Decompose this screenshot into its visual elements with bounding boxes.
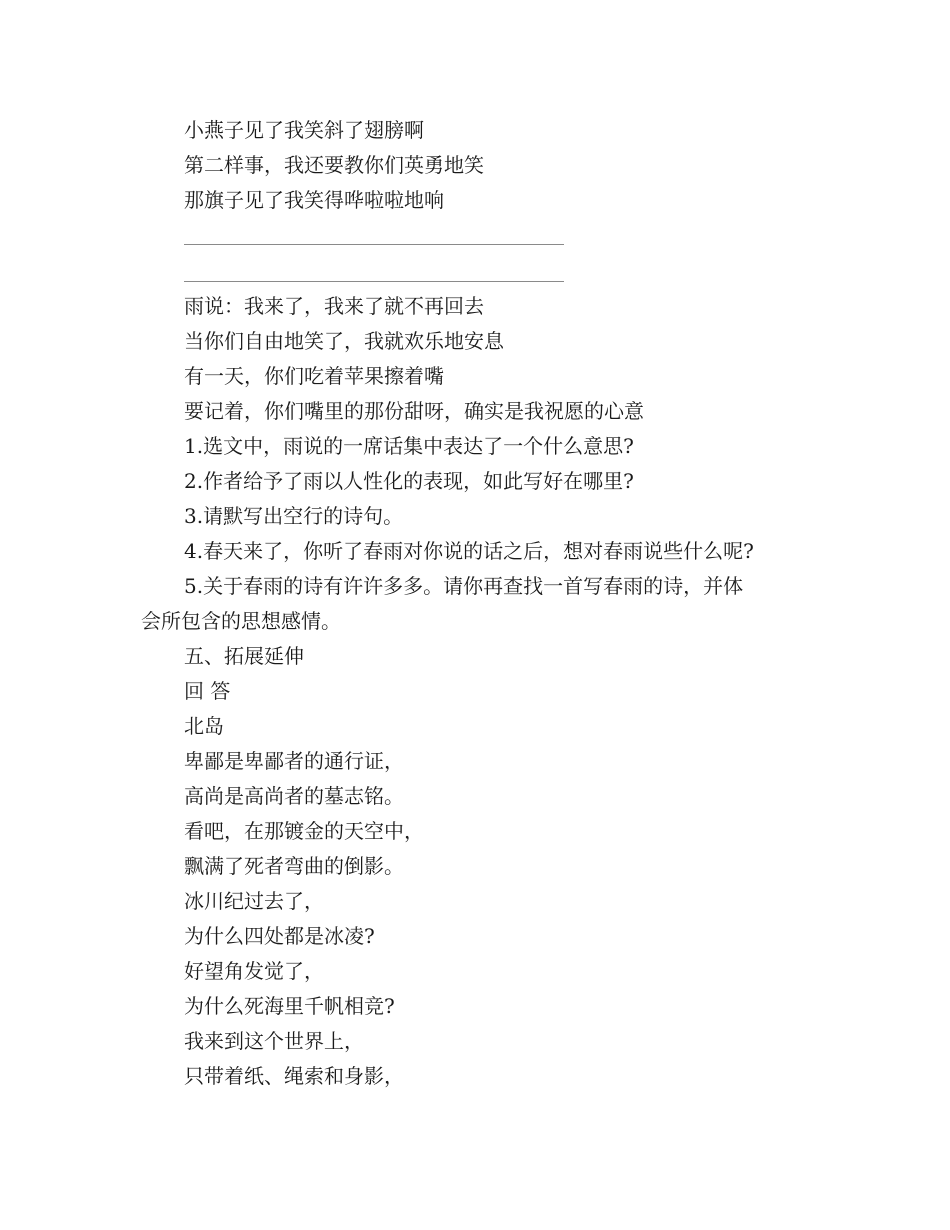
question-4: 4.春天来了，你听了春雨对你说的话之后，想对春雨说些什么呢? — [184, 539, 754, 563]
poem-line: 高尚是高尚者的墓志铭。 — [184, 784, 404, 808]
fill-in-blank-line — [184, 244, 564, 245]
poem-line: 飘满了死者弯曲的倒影。 — [184, 854, 404, 878]
poem-line: 当你们自由地笑了，我就欢乐地安息 — [184, 329, 504, 353]
poem-line: 看吧，在那镀金的天空中， — [184, 819, 424, 843]
poem-line: 好望角发觉了， — [184, 959, 324, 983]
poem-line: 为什么四处都是冰凌? — [184, 924, 375, 948]
poem-line: 冰川纪过去了， — [184, 889, 324, 913]
poem-line: 小燕子见了我笑斜了翅膀啊 — [184, 118, 424, 142]
poem-line: 那旗子见了我笑得哗啦啦地响 — [184, 188, 444, 212]
poem-line: 只带着纸、绳索和身影， — [184, 1064, 404, 1088]
poem-author: 北岛 — [184, 714, 224, 738]
section-title: 五、拓展延伸 — [184, 644, 304, 668]
question-3: 3.请默写出空行的诗句。 — [184, 504, 404, 528]
poem-line: 我来到这个世界上， — [184, 1029, 364, 1053]
poem-title: 回 答 — [184, 679, 231, 703]
poem-line: 为什么死海里千帆相竞? — [184, 994, 395, 1018]
question-1: 1.选文中，雨说的一席话集中表达了一个什么意思? — [184, 434, 634, 458]
poem-line: 卑鄙是卑鄙者的通行证， — [184, 749, 404, 773]
question-5-continued: 会所包含的思想感情。 — [141, 609, 341, 633]
poem-line: 有一天，你们吃着苹果擦着嘴 — [184, 364, 444, 388]
poem-line: 雨说：我来了，我来了就不再回去 — [184, 294, 484, 318]
poem-line: 要记着，你们嘴里的那份甜呀，确实是我祝愿的心意 — [184, 399, 644, 423]
poem-line: 第二样事，我还要教你们英勇地笑 — [184, 153, 484, 177]
question-2: 2.作者给予了雨以人性化的表现，如此写好在哪里? — [184, 469, 634, 493]
fill-in-blank-line — [184, 281, 564, 282]
question-5: 5.关于春雨的诗有许许多多。请你再查找一首写春雨的诗，并体 — [184, 574, 744, 598]
